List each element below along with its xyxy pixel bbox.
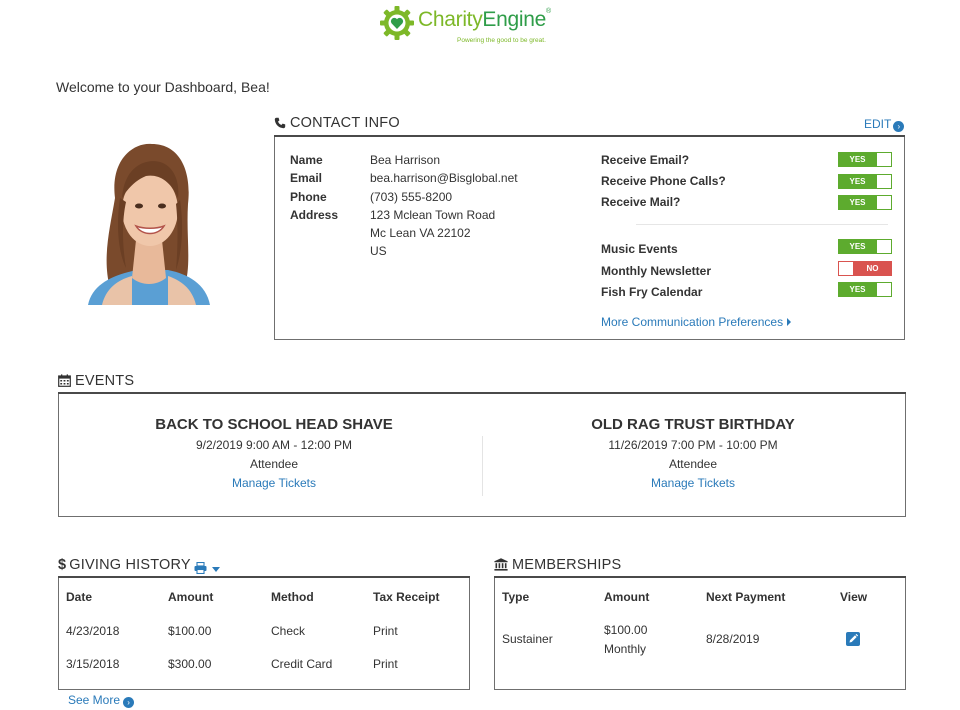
membership-type-link[interactable]: Sustainer bbox=[502, 632, 553, 646]
membership-frequency: Monthly bbox=[604, 642, 647, 656]
giving-method: Credit Card bbox=[271, 657, 333, 671]
edit-icon[interactable] bbox=[846, 632, 860, 646]
name-value: Bea Harrison bbox=[370, 153, 441, 167]
pref-label-monthly-newsletter: Monthly Newsletter bbox=[601, 264, 712, 278]
membership-next-payment: 8/28/2019 bbox=[706, 632, 760, 646]
event-card bbox=[64, 416, 484, 490]
col-header-tax-receipt: Tax Receipt bbox=[373, 590, 440, 604]
event-title: BACK TO SCHOOL HEAD SHAVE bbox=[155, 416, 393, 433]
event-datetime: 11/26/2019 7:00 PM - 10:00 PM bbox=[608, 438, 778, 452]
giving-date: 3/15/2018 bbox=[66, 657, 120, 671]
caret-right-icon bbox=[787, 318, 791, 326]
pref-toggle-email[interactable]: YES bbox=[838, 152, 892, 167]
membership-amount: $100.00 bbox=[604, 623, 648, 637]
dollar-icon: $ bbox=[58, 557, 67, 573]
address-label: Address bbox=[290, 208, 339, 222]
address-line-3: US bbox=[370, 244, 387, 258]
col-header-date: Date bbox=[66, 590, 93, 604]
address-line-2: Mc Lean VA 22102 bbox=[370, 226, 471, 240]
contact-info-heading: CONTACT INFO bbox=[274, 115, 400, 131]
contact-info-panel bbox=[274, 137, 905, 340]
preferences-divider bbox=[636, 224, 888, 225]
giving-history-heading: $ GIVING HISTORY bbox=[58, 557, 191, 573]
print-receipt-link[interactable]: Print bbox=[373, 657, 398, 671]
col-header-view: View bbox=[840, 590, 868, 604]
chevron-right-circle-icon: › bbox=[123, 697, 134, 708]
col-header-method: Method bbox=[271, 590, 314, 604]
event-role: Attendee bbox=[249, 457, 299, 471]
col-header-type: Type bbox=[502, 590, 530, 604]
email-label: Email bbox=[290, 171, 323, 185]
edit-contact-link[interactable]: EDIT › bbox=[864, 117, 904, 132]
charityengine-logo bbox=[380, 4, 580, 48]
profile-photo bbox=[80, 128, 215, 305]
giving-amount: $300.00 bbox=[168, 657, 212, 671]
name-label: Name bbox=[290, 153, 323, 167]
event-role: Attendee bbox=[668, 457, 718, 471]
address-line-1: 123 Mclean Town Road bbox=[370, 208, 496, 222]
gear-heart-logo-icon bbox=[380, 6, 414, 40]
brand-name: CharityEngine® bbox=[418, 8, 551, 31]
giving-date: 4/23/2018 bbox=[66, 624, 120, 638]
col-header-next-payment: Next Payment bbox=[706, 590, 786, 604]
col-header-amount: Amount bbox=[604, 590, 650, 604]
phone-label: Phone bbox=[290, 190, 327, 204]
pref-label-music-events: Music Events bbox=[601, 242, 678, 256]
more-communication-preferences-link[interactable]: More Communication Preferences bbox=[601, 315, 791, 329]
giving-method: Check bbox=[271, 624, 306, 638]
phone-icon bbox=[274, 117, 286, 129]
events-heading: EVENTS bbox=[58, 373, 134, 389]
phone-value: (703) 555-8200 bbox=[370, 190, 453, 204]
pref-toggle-fish-fry-calendar[interactable]: YES bbox=[838, 282, 892, 297]
bank-icon bbox=[494, 558, 508, 571]
pref-toggle-mail[interactable]: YES bbox=[838, 195, 892, 210]
see-more-link[interactable]: See More › bbox=[68, 693, 134, 708]
manage-tickets-link[interactable]: Manage Tickets bbox=[231, 476, 317, 490]
chevron-down-icon[interactable] bbox=[212, 567, 220, 572]
email-value: bea.harrison@Bisglobal.net bbox=[370, 171, 518, 185]
pref-label-phone-calls: Receive Phone Calls? bbox=[601, 174, 726, 188]
event-datetime: 9/2/2019 9:00 AM - 12:00 PM bbox=[195, 438, 353, 452]
chevron-right-circle-icon: › bbox=[893, 121, 904, 132]
pref-toggle-phone-calls[interactable]: YES bbox=[838, 174, 892, 189]
pref-label-fish-fry-calendar: Fish Fry Calendar bbox=[601, 285, 703, 299]
welcome-message: Welcome to your Dashboard, Bea! bbox=[56, 79, 270, 95]
pref-toggle-monthly-newsletter[interactable]: NO bbox=[838, 261, 892, 276]
col-header-amount: Amount bbox=[168, 590, 214, 604]
brand-tagline: Powering the good to be great. bbox=[457, 37, 546, 44]
pref-label-email: Receive Email? bbox=[601, 153, 690, 167]
event-title: OLD RAG TRUST BIRTHDAY bbox=[591, 416, 795, 433]
event-card bbox=[483, 416, 903, 490]
manage-tickets-link[interactable]: Manage Tickets bbox=[650, 476, 736, 490]
pref-label-mail: Receive Mail? bbox=[601, 195, 681, 209]
print-receipt-link[interactable]: Print bbox=[373, 624, 398, 638]
calendar-icon bbox=[58, 374, 71, 387]
memberships-heading: MEMBERSHIPS bbox=[494, 557, 621, 573]
pref-toggle-music-events[interactable]: YES bbox=[838, 239, 892, 254]
giving-amount: $100.00 bbox=[168, 624, 212, 638]
